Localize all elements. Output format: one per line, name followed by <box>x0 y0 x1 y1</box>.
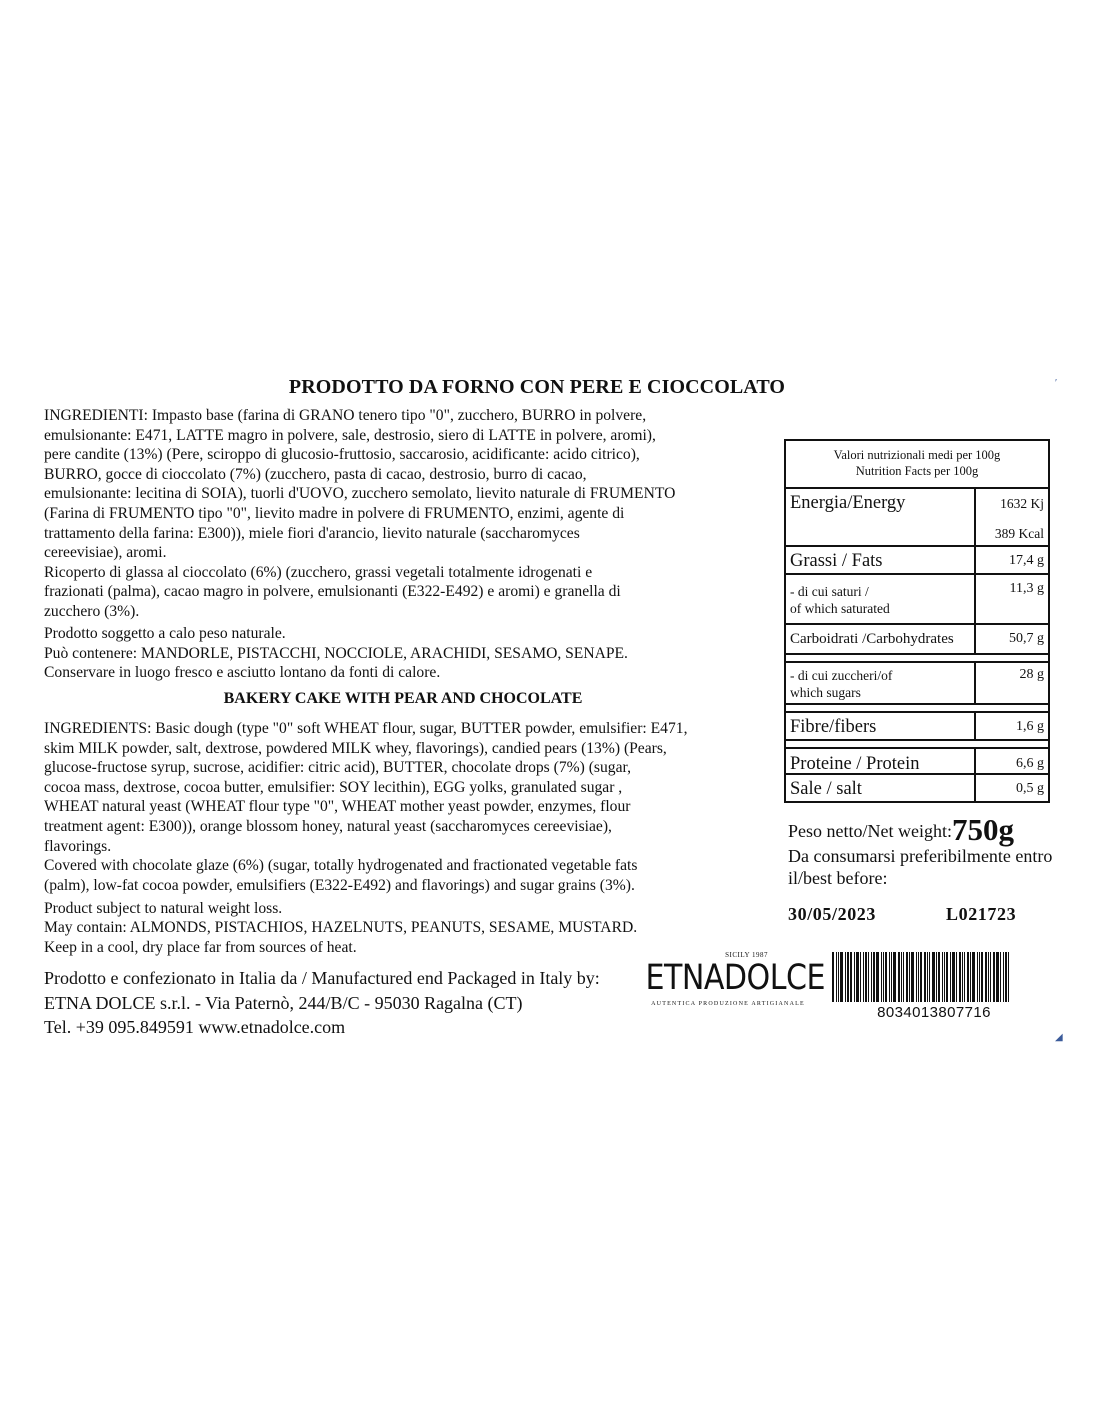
barcode-bar <box>873 952 875 1002</box>
table-spacer <box>786 741 1048 749</box>
barcode-bar <box>967 952 969 1002</box>
nutrition-header <box>786 441 1048 489</box>
barcode-bar <box>988 952 989 1002</box>
carbs-label: Carboidrati /Carbohydrates <box>786 625 976 653</box>
barcode-bar <box>840 952 843 1002</box>
barcode-bar <box>918 952 919 1002</box>
energy-label: Energia/Energy <box>786 489 976 545</box>
barcode-bar <box>845 952 846 1002</box>
ingredient-line: WHEAT natural yeast (WHEAT flour type "0", WHEAT mother yeast powder, enzymes, flour <box>44 798 631 816</box>
barcode-bar <box>1003 952 1004 1002</box>
barcode-number: 8034013807716 <box>877 1004 991 1021</box>
ingredient-line: cereevisiae), aromi. <box>44 544 167 562</box>
corner-mark: ◢ <box>1055 1032 1063 1043</box>
saturated-label-en: of which saturated <box>790 601 890 616</box>
ingredient-line: cocoa mass, dextrose, cocoa butter, emulsifier: SOY lecithin), EGG yolks, granulated sugar , <box>44 778 623 796</box>
protein-row <box>786 749 1048 775</box>
ingredient-line: emulsionante: lecitina di SOIA), tuorli d'UOVO, zucchero semolato, lievito naturale di FRUMENTO <box>44 485 676 503</box>
barcode-bar <box>942 952 943 1002</box>
logo-brand: ETNADOLCE <box>645 958 825 998</box>
barcode-bar <box>903 952 904 1002</box>
barcode-bar <box>964 952 965 1002</box>
barcode-bar <box>847 952 849 1002</box>
barcode-bar <box>916 952 917 1002</box>
fats-value: 17,4 g <box>1009 553 1044 568</box>
barcode-bar <box>979 952 980 1002</box>
barcode-bar <box>911 952 914 1002</box>
best-before-label: Da consumarsi preferibilmente entro il/best before: <box>788 846 1053 888</box>
saturated-row <box>786 575 1048 625</box>
logo-since: SICILY 1987 <box>725 951 768 959</box>
table-spacer <box>786 705 1048 713</box>
fats-row <box>786 547 1048 575</box>
barcode-bar <box>860 952 861 1002</box>
saturated-label <box>786 575 976 623</box>
table-spacer <box>786 655 1048 663</box>
barcode-bar <box>929 952 930 1002</box>
protein-value: 6,6 g <box>1016 756 1044 771</box>
nutrition-header-en: Nutrition Facts per 100g <box>855 464 979 478</box>
barcode-bar <box>1005 952 1007 1002</box>
barcode-bar <box>838 952 839 1002</box>
protein-label: Proteine / Protein <box>786 749 976 773</box>
barcode-bar <box>906 952 908 1002</box>
barcode-bar <box>876 952 879 1002</box>
corner-mark: ′ <box>1055 378 1058 389</box>
italian-ingredients <box>44 406 768 622</box>
barcode-bar <box>985 952 987 1002</box>
weight-loss-note-it: Prodotto soggetto a calo peso naturale. <box>44 625 286 642</box>
saturated-label-it: - di cui saturi / <box>790 584 869 599</box>
barcode-bar <box>901 952 902 1002</box>
manufacturer-address: ETNA DOLCE s.r.l. - Via Paternò, 244/B/C - 95030 Ragalna (CT) <box>44 992 523 1013</box>
manufacturer-info <box>44 966 600 1040</box>
carbs-row <box>786 625 1048 655</box>
barcode <box>832 952 1036 1002</box>
ingredient-line: trattamento della farina: E300)), miele fiori d'arancio, lievito naturale (saccharomyces <box>44 524 580 542</box>
barcode-bar <box>946 952 948 1002</box>
sugars-row <box>786 663 1048 705</box>
weight-loss-note-en: Product subject to natural weight loss. <box>44 900 283 917</box>
logo-tagline: AUTENTICA PRODUZIONE ARTIGIANALE <box>651 1001 805 1007</box>
barcode-bar <box>944 952 945 1002</box>
ingredient-line: emulsionante: E471, LATTE magro in polvere, sale, destrosio, siero di LATTE in polvere, aromi), <box>44 426 656 444</box>
ingredient-line: glucose-fructose syrup, sucrose, acidifier: citric acid), BUTTER, chocolate drops (7%) (sugar, <box>44 759 631 777</box>
barcode-bar <box>863 952 864 1002</box>
english-subtitle: BAKERY CAKE WITH PEAR AND CHOCOLATE <box>223 690 583 707</box>
barcode-bar <box>885 952 887 1002</box>
barcode-bar <box>996 952 999 1002</box>
salt-row <box>786 775 1048 801</box>
barcode-bar <box>970 952 971 1002</box>
energy-row <box>786 489 1048 547</box>
barcode-bar <box>936 952 937 1002</box>
salt-label: Sale / salt <box>786 775 976 801</box>
english-ingredients <box>44 719 768 895</box>
barcode-bar <box>832 952 834 1002</box>
ingredient-line: Ricoperto di glassa al cioccolato (6%) (zucchero, grassi vegetali totalmente idrogenati e <box>44 563 593 581</box>
barcode-bar <box>1008 952 1009 1002</box>
net-weight-label: Peso netto/Net weight: <box>788 821 952 841</box>
energy-kj: 1632 Kj <box>1000 496 1044 511</box>
barcode-bar <box>891 952 892 1002</box>
barcode-bar <box>889 952 890 1002</box>
manufacturer-line: Prodotto e confezionato in Italia da / Manufactured end Packaged in Italy by: <box>44 968 600 988</box>
may-contain-en: May contain: ALMONDS, PISTACHIOS, HAZELNUTS, PEANUTS, SESAME, MUSTARD. <box>44 919 638 936</box>
nutrition-header-it: Valori nutrizionali medi per 100g <box>833 448 1001 462</box>
ingredient-line: pere candite (13%) (Pere, sciroppo di glucosio-fruttosio, saccarosio, acidificante: acido citrico), <box>44 446 640 464</box>
storage-it: Conservare in luogo fresco e asciutto lontano da fonti di calore. <box>44 664 441 681</box>
energy-value <box>976 489 1048 545</box>
barcode-bar <box>956 952 957 1002</box>
barcode-bar <box>959 952 961 1002</box>
barcode-bar <box>893 952 896 1002</box>
ingredient-line: frazionati (palma), cacao magro in polvere, emulsionanti (E322-E492) e aromi) e granella di <box>44 583 621 601</box>
product-title: PRODOTTO DA FORNO CON PERE E CIOCCOLATO <box>288 376 786 398</box>
barcode-bar <box>856 952 859 1002</box>
barcode-bar <box>865 952 867 1002</box>
fibre-value: 1,6 g <box>1016 719 1044 734</box>
barcode-bar <box>881 952 882 1002</box>
saturated-value: 11,3 g <box>1009 581 1044 596</box>
barcode-bar <box>972 952 975 1002</box>
storage-en: Keep in a cool, dry place far from sources of heat. <box>44 939 357 956</box>
sugars-label-it: - di cui zuccheri/of <box>790 668 893 683</box>
ingredient-line: treatment agent: E300)), orange blossom honey, natural yeast (saccharomyces cereevisiae), <box>44 817 612 835</box>
barcode-bar <box>883 952 884 1002</box>
salt-value: 0,5 g <box>1016 781 1044 796</box>
may-contain-it: Può contenere: MANDORLE, PISTACCHI, NOCCIOLE, ARACHIDI, SESAMO, SENAPE. <box>44 645 628 662</box>
ingredient-line: (palm), low-fat cocoa powder, emulsifiers (E322-E492) and flavorings) and sugar grains (3%). <box>44 876 635 894</box>
ingredient-line: INGREDIENTS: Basic dough (type "0" soft WHEAT flour, sugar, BUTTER powder, emulsifier: E471, <box>44 720 688 737</box>
ingredient-line: Covered with chocolate glaze (6%) (sugar, totally hydrogenated and fractionated vegetable fats <box>44 857 638 875</box>
ingredient-line: zucchero (3%). <box>44 602 140 620</box>
best-before-date: 30/05/2023 <box>788 904 877 924</box>
fats-label: Grassi / Fats <box>786 547 976 573</box>
fibre-row <box>786 713 1048 741</box>
net-weight <box>788 812 1014 848</box>
sugars-label <box>786 663 976 703</box>
barcode-bar <box>962 952 963 1002</box>
sugars-label-en: which sugars <box>790 685 861 700</box>
manufacturer-contact: Tel. +39 095.849591 www.etnadolce.com <box>44 1017 346 1037</box>
ingredient-line: BURRO, gocce di cioccolato (7%) (zucchero, pasta di cacao, destrosio, burro di cacao, <box>44 465 587 483</box>
barcode-bar <box>850 952 852 1002</box>
ingredient-line: skim MILK powder, salt, dextrose, powdered MILK whey, flavorings), candied pears (13%) (Pears, <box>44 739 667 757</box>
carbs-value: 50,7 g <box>1009 631 1044 646</box>
nutrition-table <box>784 439 1050 803</box>
barcode-bar <box>952 952 955 1002</box>
barcode-bar <box>990 952 991 1002</box>
ingredient-line: (Farina di FRUMENTO tipo "0", lievito madre in polvere di FRUMENTO, enzimi, agente di <box>44 504 625 522</box>
net-weight-value: 750g <box>951 812 1014 847</box>
barcode-bar <box>927 952 928 1002</box>
ingredient-line: flavorings. <box>44 837 112 855</box>
etnadolce-logo <box>632 951 824 1007</box>
barcode-bar <box>854 952 855 1002</box>
sugars-value: 28 g <box>1019 667 1044 682</box>
barcode-bar <box>924 952 926 1002</box>
barcode-bar <box>920 952 922 1002</box>
barcode-bar <box>977 952 978 1002</box>
barcode-bar <box>1000 952 1001 1002</box>
barcode-bar <box>871 952 872 1002</box>
fibre-label: Fibre/fibers <box>786 713 976 739</box>
barcode-bar <box>981 952 983 1002</box>
barcode-bar <box>950 952 951 1002</box>
ingredient-line: INGREDIENTI: Impasto base (farina di GRANO tenero tipo "0", zucchero, BURRO in polvere, <box>44 407 647 424</box>
barcode-bar <box>993 952 995 1002</box>
barcode-bar <box>909 952 910 1002</box>
barcode-bar <box>932 952 935 1002</box>
barcode-bar <box>836 952 837 1002</box>
barcode-bar <box>938 952 940 1002</box>
barcode-bar <box>868 952 869 1002</box>
energy-kcal: 389 Kcal <box>994 526 1044 541</box>
barcode-bar <box>898 952 900 1002</box>
lot-number: L021723 <box>946 904 1017 924</box>
